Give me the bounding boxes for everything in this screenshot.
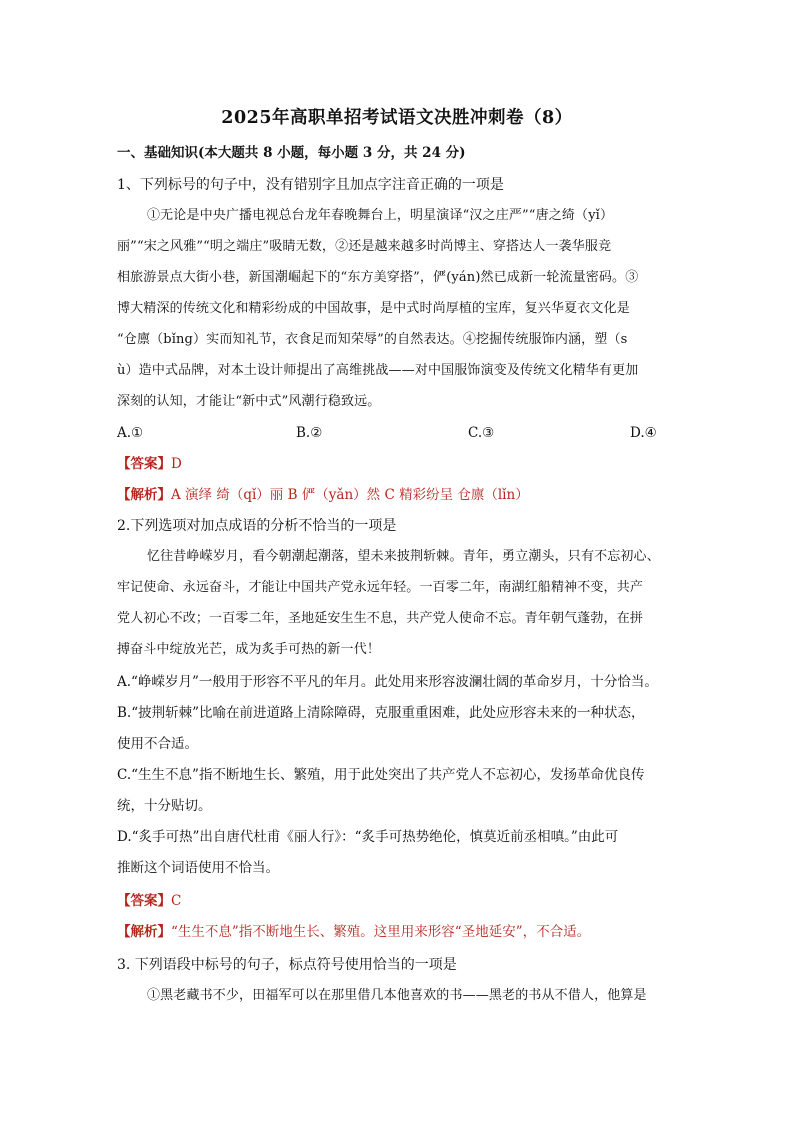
q1-passage-line: ù）造中式品牌，对本土设计师提出了高维挑战——对中国服饰演变及传统文化精华有更加: [117, 363, 639, 378]
q2-option-b-cont: 使用不合适。: [117, 736, 198, 752]
answer-value: D: [171, 456, 182, 472]
analysis-label: 【解析】: [117, 924, 171, 940]
q3-passage-line: ①黑老藏书不少，田福军可以在那里借几本他喜欢的书——黑老的书从不借人，他算是: [147, 988, 647, 1003]
q2-passage-line: 忆往昔峥嵘岁月，看今朝潮起潮落，望未来披荆斩棘。青年，勇立潮头，只有不忘初心、: [147, 549, 660, 564]
analysis-label: 【解析】: [117, 487, 171, 503]
answer-label: 【答案】: [117, 456, 171, 472]
q2-analysis: [117, 922, 590, 942]
q2-option-c: C.“生生不息”指不断地生长、繁殖，用于此处突出了共产党人不忘初心，发扬革命优良传: [117, 767, 645, 783]
q1-option-d: D.④: [630, 425, 657, 441]
q2-option-c-cont: 统，十分贴切。: [117, 798, 212, 814]
q2-option-a: A.“峥嵘岁月”一般用于形容不平凡的年月。此处用来形容波澜壮阔的革命岁月，十分恰当。: [117, 674, 658, 690]
page-title: 2025年高职单招考试语文决胜冲刺卷（8）: [221, 108, 573, 128]
q1-answer: [117, 454, 182, 474]
q1-passage-line: 深刻的认知，才能让“新中式”风潮行稳致远。: [117, 394, 381, 409]
q2-answer: [117, 891, 181, 911]
q2-passage-line: 搏奋斗中绽放光芒，成为炙手可热的新一代！: [117, 642, 381, 657]
question-1-stem: 1、下列标号的句子中，没有错别字且加点字注音正确的一项是: [117, 177, 504, 193]
q2-option-d-cont: 推断这个词语使用不恰当。: [117, 860, 279, 876]
q1-passage-line: 丽”“宋之风雅”“明之端庄”吸睛无数，②还是越来越多时尚博主、穿搭达人一袭华服竞: [117, 239, 612, 254]
q2-passage-line: 牢记使命、永远奋斗，才能让中国共产党永远年轻。一百零二年，南湖红船精神不变，共产: [117, 580, 644, 595]
q1-passage-line: ①无论是中央广播电视总台龙年春晚舞台上，明星演译“汉之庄严”“唐之绮（yǐ）: [147, 208, 614, 223]
q1-passage-line: 博大精深的传统文化和精彩纷成的中国故事，是中式时尚厚植的宝库，复兴华夏衣文化是: [117, 301, 630, 316]
question-2-stem: 2.下列选项对加点成语的分析不恰当的一项是: [117, 518, 397, 534]
q1-option-b: B.②: [296, 425, 323, 441]
q2-option-d: D.“炙手可热”出自唐代杜甫《丽人行》：“炙手可热势绝伦，慎莫近前丞相嗔。”由此可: [117, 829, 619, 845]
q1-option-a: A.①: [117, 425, 144, 441]
analysis-text: “生生不息”指不断地生长、繁殖。这里用来形容“圣地延安”，不合适。: [171, 924, 591, 940]
q1-passage-line: 相旅游景点大街小巷，新国潮崛起下的“东方美穿搭”，俨(yán)然已成新一轮流量密码。③: [117, 270, 639, 285]
q1-analysis: [117, 485, 529, 505]
section-heading: 一、基础知识(本大题共 8 小题，每小题 3 分，共 24 分): [117, 145, 466, 161]
analysis-text: A 演绎 绮（qǐ）丽 B 俨（yǎn）然 C 精彩纷呈 仓廪（lǐn）: [171, 487, 529, 503]
answer-value: C: [171, 893, 182, 909]
q2-passage-line: 党人初心不改；一百零二年，圣地延安生生不息，共产党人使命不忘。青年朝气蓬勃，在拼: [117, 611, 644, 626]
question-3-stem: 3. 下列语段中标号的句子，标点符号使用恰当的一项是: [117, 957, 457, 973]
q1-passage-line: “仓廪（bǐng）实而知礼节，衣食足而知荣辱”的自然表达。④挖掘传统服饰内涵，塑（s: [117, 332, 628, 347]
q2-option-b: B.“披荆斩棘”比喻在前进道路上清除障碍，克服重重困难，此处应形容未来的一种状态，: [117, 705, 645, 721]
q1-option-c: C.③: [468, 425, 495, 441]
answer-label: 【答案】: [117, 893, 171, 909]
